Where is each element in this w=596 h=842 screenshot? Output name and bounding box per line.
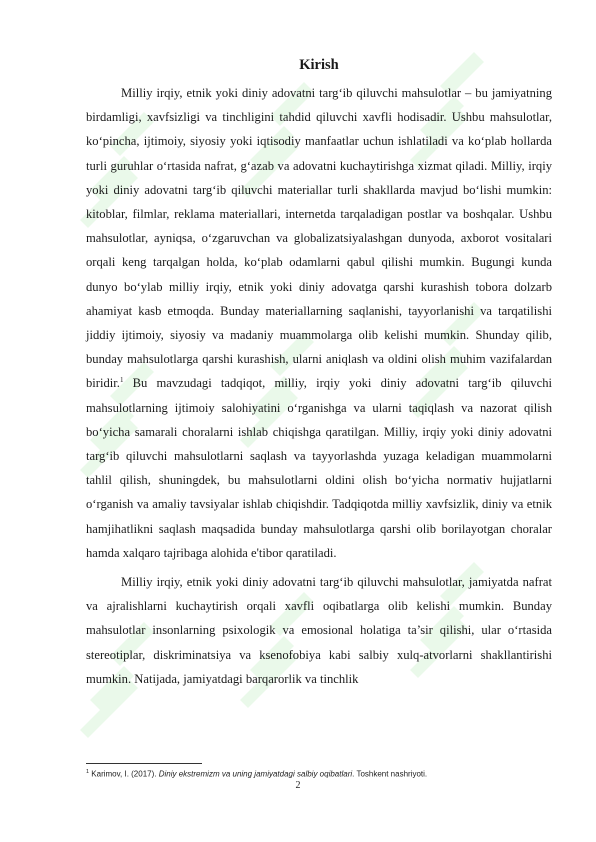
- paragraph-1: [86, 81, 552, 565]
- document-body: [86, 56, 552, 691]
- page-number: 2: [295, 780, 301, 791]
- footnote-reference[interactable]: 1: [119, 376, 124, 385]
- paragraph-2: Milliy irqiy, etnik yoki diniy adovatni targ‘ib qiluvchi mahsulotlar, jamiyatda nafrat va ajralishlarni kuchaytirish orqali xavfli oqibatlarga olib kelishi mumkin. Bunday mahsulotlar insonlarning psixologik va emosional holatiga ta’sir qilishi, ular o‘rtasida stereotiplar, diskriminatsiya va ksenofobiya kabi salbiy xulq-atvorlarni shakllantirishi mumkin. Natijada, jamiyatdagi barqarorlik va tinchlik: [86, 575, 552, 686]
- footnote-number: 1: [86, 769, 90, 775]
- paragraph-1-text-b: Bu mavzudagi tadqiqot, milliy, irqiy yoki diniy adovatni targ‘ib qiluvchi mahsulotlarning ijtimoiy salohiyatini o‘rganishga va ularni taqiqlash va nazorat qilish bo‘yicha samarali choralarni ishlab chiqishga qaratilgan. Milliy, irqiy yoki diniy adovatni targ‘ib qiluvchi mahsulotlarni saqlash va tayyorlashda yuzaga keladigan muammolarni tahlil qilish, shuningdek, bu mahsulotlarni oldini olish bo‘yicha normativ hujjatlarni o‘rganish va amaliy tavsiyalar ishlab chiqishdir. Tadqiqotda milliy xavfsizlik, diniy va etnik hamjihatlikni saqlash maqsadida bunday mahsulotlarga qarshi olib borilayotgan choralar hamda xalqaro tajribaga alohida e'tibor qaratiladi.: [86, 376, 552, 560]
- footnote-publisher: . Toshkent nashriyoti.: [352, 769, 428, 779]
- footnote-separator: [86, 763, 202, 764]
- paragraph-1-text-a: Milliy irqiy, etnik yoki diniy adovatni targ‘ib qiluvchi mahsulotlar – bu jamiyatning birdamligi, xavfsizligi va tinchligini tahdid qiluvchi xavfli hodisadir. Ushbu mahsulotlar, ko‘pincha, ijtimoiy, siyosiy yoki iqtisodiy manfaatlar uchun ishlatiladi va ko‘plab hollarda turli guruhlar o‘rtasida nafrat, g‘azab va adovatni kuchaytirishga xizmat qiladi. Milliy, irqiy yoki diniy adovatni targ‘ib qiluvchi materiallar turli shakllarda mavjud bo‘lishi mumkin: kitoblar, filmlar, reklama materiallari, internetda tarqaladigan postlar va boshqalar. Ushbu mahsulotlar, ayniqsa, o‘zgaruvchan va globalizatsiyalashgan dunyoda, axborot vositalari orqali keng tarqalgan holda, ko‘plab odamlarni qabul qilishi mumkin. Bugungi kunda dunyo bo‘ylab milliy irqiy, etnik yoki diniy adovatga qarshi kurashish tobora dolzarb ahamiyat kasb etmoqda. Bunday materiallarning saqlanishi, tayyorlanishi va tarqatilishi jiddiy ijtimoiy, siyosiy va madaniy muammolarga olib kelishi mumkin. Shunday qilib, bunday mahsulotlarga qarshi kurashish, ularni aniqlash va oldini olish muhim vazifalardan biridir.: [86, 86, 552, 391]
- footnote-work-title: Diniy ekstremizm va uning jamiyatdagi salbiy oqibatlari: [158, 769, 353, 779]
- section-title: Kirish: [299, 57, 339, 73]
- footnote: [86, 767, 556, 780]
- footnote-author: Karimov, I. (2017).: [89, 769, 159, 779]
